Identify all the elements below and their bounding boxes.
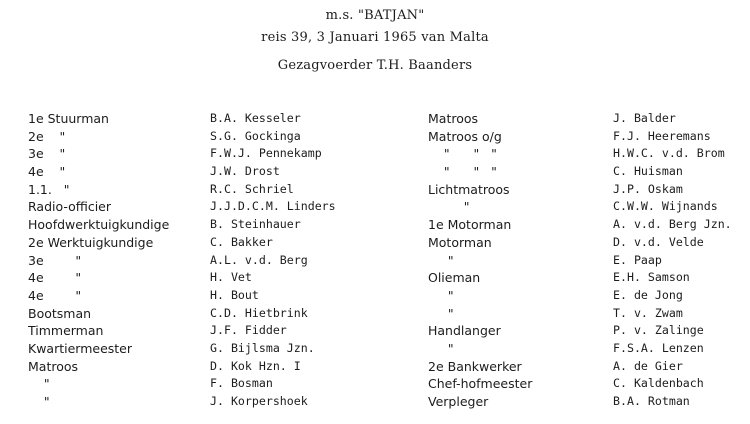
crew-role: 3e " bbox=[28, 146, 66, 162]
crew-name: J.F. Fidder bbox=[210, 323, 287, 338]
crew-name: C.W.W. Wijnands bbox=[613, 199, 718, 214]
crew-name: F.J. Heeremans bbox=[613, 128, 711, 143]
crew-role: Matroos o/g bbox=[428, 128, 502, 144]
crew-role: Motorman bbox=[428, 234, 492, 250]
crew-role: 1.1. " bbox=[28, 181, 70, 197]
crew-role: Hoofdwerktuigkundige bbox=[28, 217, 170, 233]
crew-name: G. Bijlsma Jzn. bbox=[210, 340, 315, 355]
crew-name: A. v.d. Berg Jzn. bbox=[613, 217, 732, 232]
crew-name: F. Bosman bbox=[210, 376, 273, 391]
crew-role: Verpleger bbox=[428, 394, 489, 409]
crew-role: Chef-hofmeester bbox=[428, 376, 533, 392]
crew-name: S.G. Gockinga bbox=[210, 128, 301, 143]
crew-role: Lichtmatroos bbox=[428, 181, 510, 197]
crew-name: C.D. Hietbrink bbox=[210, 305, 308, 320]
crew-name: D. v.d. Velde bbox=[613, 234, 704, 249]
crew-role: " bbox=[28, 394, 50, 409]
crew-name: R.C. Schriel bbox=[210, 181, 294, 196]
crew-role: Timmerman bbox=[28, 323, 104, 339]
crew-name: J.P. Oskam bbox=[613, 181, 683, 196]
crew-role: Olieman bbox=[428, 270, 481, 286]
crew-role: Kwartiermeester bbox=[28, 340, 133, 356]
crew-role: Radio-officier bbox=[28, 199, 112, 215]
crew-name: H. Vet bbox=[210, 270, 252, 285]
crew-role: " bbox=[28, 376, 50, 392]
crew-name: E. Paap bbox=[613, 252, 662, 267]
crew-role: 2e Werktuigkundige bbox=[28, 234, 154, 250]
crew-name: B. Steinhauer bbox=[210, 217, 301, 232]
crew-role: Handlanger bbox=[428, 323, 501, 339]
crew-name: J.J.D.C.M. Linders bbox=[210, 199, 336, 214]
crew-name: F.W.J. Pennekamp bbox=[210, 146, 322, 161]
crew-role: 4e " bbox=[28, 287, 82, 303]
crew-name: C. Bakker bbox=[210, 234, 273, 249]
crew-name: J. Balder bbox=[613, 111, 676, 125]
captain-line: Gezagvoerder T.H. Baanders bbox=[277, 58, 473, 73]
right-roles-column bbox=[428, 110, 532, 411]
crew-role: 3e " bbox=[28, 252, 82, 268]
crew-role: " bbox=[428, 340, 454, 356]
crew-name: J.W. Drost bbox=[210, 164, 280, 179]
crew-name: A.L. v.d. Berg bbox=[210, 252, 308, 267]
crew-name: H.W.C. v.d. Brom bbox=[613, 146, 725, 161]
left-names-column bbox=[210, 110, 336, 411]
crew-role: Matroos bbox=[428, 111, 479, 126]
crew-name: C. Kaldenbach bbox=[613, 376, 704, 391]
crew-name: H. Bout bbox=[210, 287, 259, 302]
crew-role: 2e Bankwerker bbox=[428, 358, 522, 374]
crew-role: " " " bbox=[428, 146, 497, 162]
ship-name: m.s. "BATJAN" bbox=[325, 8, 425, 23]
crew-role: Bootsman bbox=[28, 305, 92, 321]
crew-role: 1e Stuurman bbox=[28, 111, 109, 126]
crew-name: A. de Gier bbox=[613, 358, 683, 373]
right-names-column bbox=[613, 110, 732, 411]
crew-role: 4e " bbox=[28, 270, 82, 286]
crew-name: E.H. Samson bbox=[613, 270, 690, 285]
crew-role: " " " bbox=[428, 164, 497, 180]
crew-role: " bbox=[428, 287, 454, 303]
crew-role: 2e " bbox=[28, 128, 66, 144]
crew-name: P. v. Zalinge bbox=[613, 323, 704, 338]
crew-role: Matroos bbox=[28, 358, 79, 374]
crew-name: B.A. Kesseler bbox=[210, 111, 301, 125]
crew-name: T. v. Zwam bbox=[613, 305, 683, 320]
crew-role: 1e Motorman bbox=[428, 217, 512, 233]
crew-name: E. de Jong bbox=[613, 287, 683, 302]
crew-name: C. Huisman bbox=[613, 164, 683, 179]
crew-role: " bbox=[428, 252, 454, 268]
crew-role: " bbox=[428, 199, 470, 215]
crew-name: D. Kok Hzn. I bbox=[210, 358, 301, 373]
crew-name: J. Korpershoek bbox=[210, 394, 308, 408]
crew-name: F.S.A. Lenzen bbox=[613, 340, 704, 355]
voyage-info: reis 39, 3 Januari 1965 van Malta bbox=[261, 30, 489, 45]
crew-name: B.A. Rotman bbox=[613, 394, 690, 408]
crew-role: " bbox=[428, 305, 454, 321]
left-roles-column bbox=[28, 110, 169, 411]
crew-role: 4e " bbox=[28, 164, 66, 180]
